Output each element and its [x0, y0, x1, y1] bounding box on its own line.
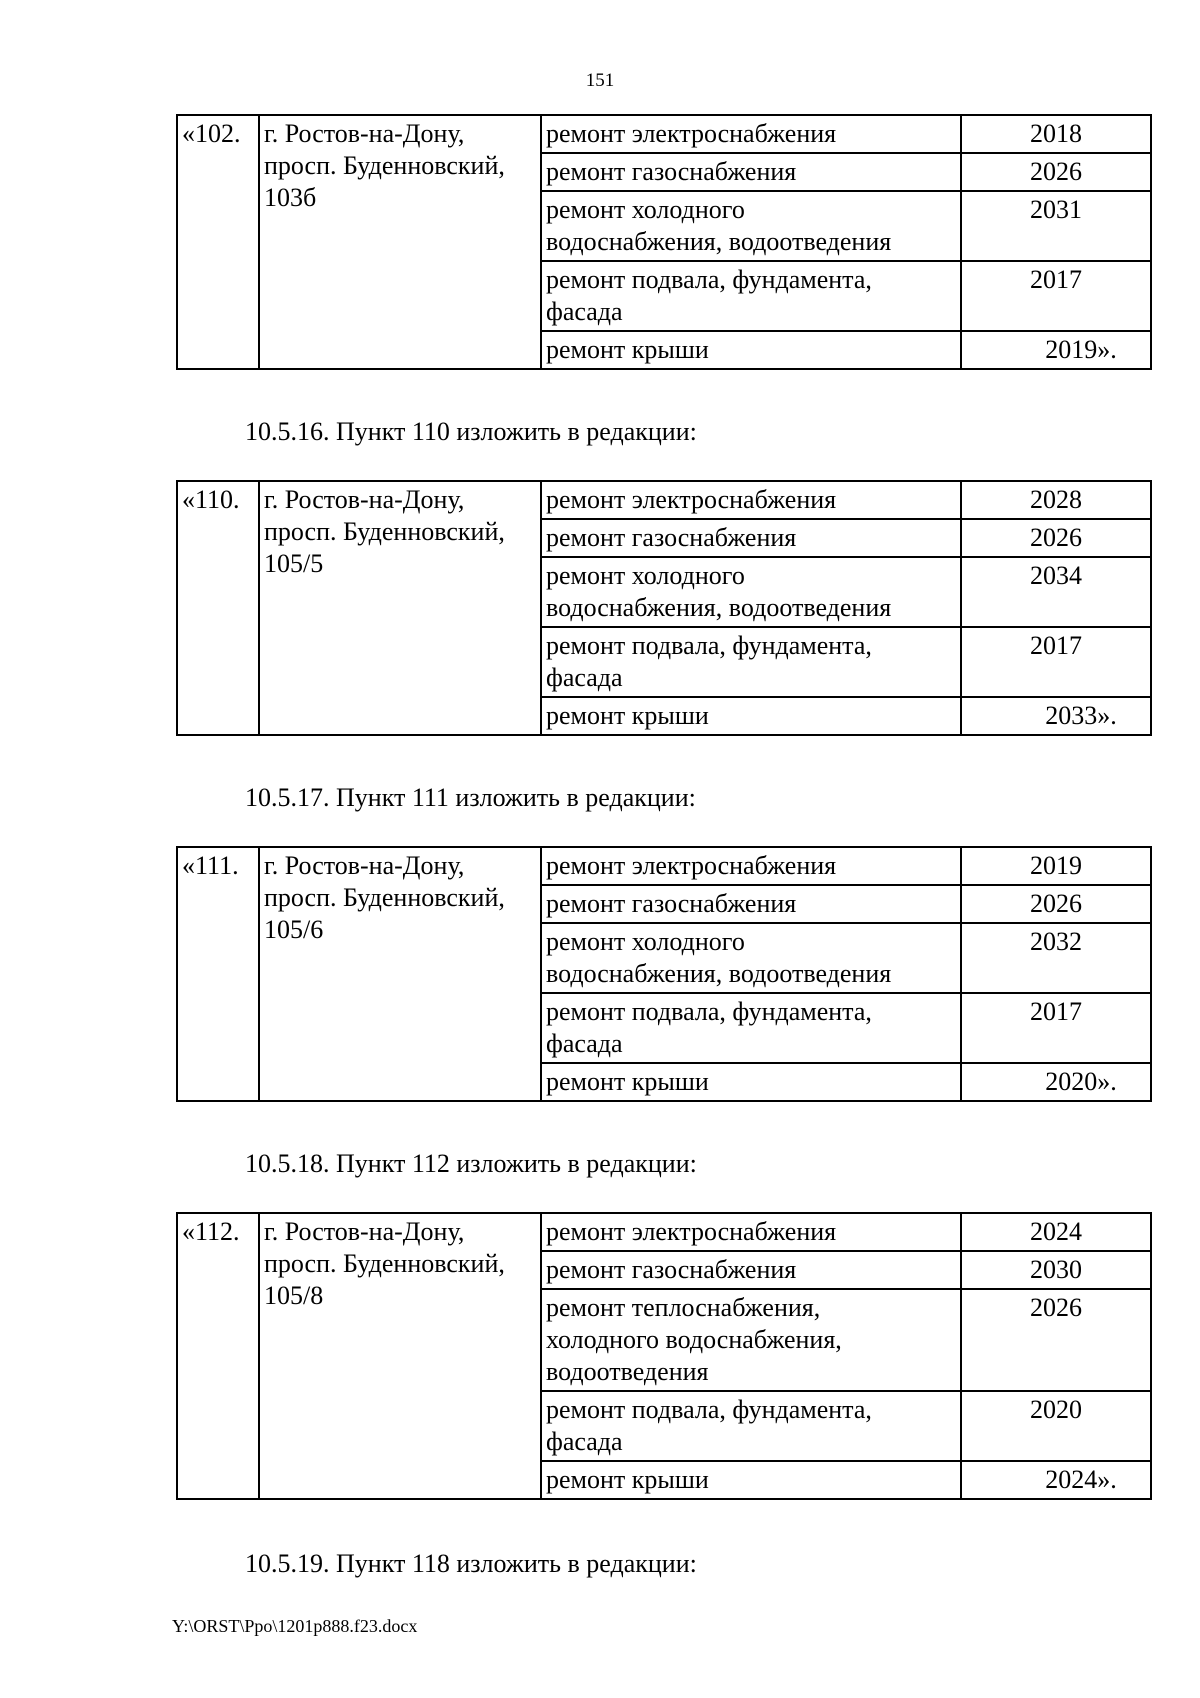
work-text: ремонт крыши	[546, 1067, 709, 1096]
work-cell	[541, 519, 961, 557]
work-text: водоотведения	[546, 1357, 709, 1386]
address-line: 105/8	[264, 1281, 324, 1310]
address-cell	[259, 1213, 541, 1499]
year-cell: 2026	[961, 519, 1151, 557]
table-row	[177, 481, 1151, 519]
address-line: просп. Буденновский,	[264, 883, 505, 912]
address-line: 105/5	[264, 549, 324, 578]
year-cell: 2024».	[961, 1461, 1151, 1499]
work-cell	[541, 1213, 961, 1251]
year-cell: 2020».	[961, 1063, 1151, 1101]
year-cell: 2017	[961, 627, 1151, 697]
work-text: ремонт газоснабжения	[546, 157, 797, 186]
address-line: просп. Буденновский,	[264, 1249, 505, 1278]
work-text: ремонт подвала, фундамента,	[546, 631, 872, 660]
year-cell: 2019».	[961, 331, 1151, 369]
address-line: просп. Буденновский,	[264, 151, 505, 180]
amendment-heading: 10.5.19. Пункт 118 изложить в редакции:	[245, 1549, 697, 1578]
amendment-heading: 10.5.17. Пункт 111 изложить в редакции:	[245, 783, 696, 812]
address-line: г. Ростов-на-Дону,	[264, 851, 465, 880]
year-cell: 2026	[961, 1289, 1151, 1391]
work-text: ремонт газоснабжения	[546, 889, 797, 918]
year-cell: 2033».	[961, 697, 1151, 735]
work-cell	[541, 627, 961, 697]
work-text: ремонт газоснабжения	[546, 523, 797, 552]
work-cell	[541, 1251, 961, 1289]
address-table-110	[176, 480, 1152, 736]
year-cell: 2026	[961, 885, 1151, 923]
work-cell	[541, 331, 961, 369]
work-text: водоснабжения, водоотведения	[546, 227, 892, 256]
work-cell	[541, 153, 961, 191]
year-cell: 2024	[961, 1213, 1151, 1251]
year-cell: 2034	[961, 557, 1151, 627]
year-cell: 2031	[961, 191, 1151, 261]
year-cell: 2019	[961, 847, 1151, 885]
work-cell	[541, 557, 961, 627]
address-table-112	[176, 1212, 1152, 1500]
item-number: «111.	[177, 847, 259, 1101]
work-cell	[541, 191, 961, 261]
amendment-heading: 10.5.16. Пункт 110 изложить в редакции:	[245, 417, 697, 446]
work-cell	[541, 115, 961, 153]
year-cell: 2017	[961, 261, 1151, 331]
work-text: холодного водоснабжения,	[546, 1325, 842, 1354]
work-cell	[541, 697, 961, 735]
work-text: ремонт холодного	[546, 927, 745, 956]
work-cell	[541, 1289, 961, 1391]
year-cell: 2028	[961, 481, 1151, 519]
address-line: 103б	[264, 183, 317, 212]
work-cell	[541, 885, 961, 923]
work-text: ремонт холодного	[546, 195, 745, 224]
work-cell	[541, 1391, 961, 1461]
address-table-102	[176, 114, 1152, 370]
work-text: ремонт холодного	[546, 561, 745, 590]
work-text: ремонт подвала, фундамента,	[546, 997, 872, 1026]
table-row	[177, 115, 1151, 153]
work-cell	[541, 1461, 961, 1499]
work-text: ремонт крыши	[546, 335, 709, 364]
work-text: водоснабжения, водоотведения	[546, 959, 892, 988]
address-line: просп. Буденновский,	[264, 517, 505, 546]
work-text: ремонт электроснабжения	[546, 851, 837, 880]
item-number: «110.	[177, 481, 259, 735]
work-cell	[541, 481, 961, 519]
address-line: 105/6	[264, 915, 324, 944]
work-text: ремонт крыши	[546, 1465, 709, 1494]
work-text: ремонт подвала, фундамента,	[546, 1395, 872, 1424]
work-cell	[541, 261, 961, 331]
work-text: фасада	[546, 1427, 623, 1456]
work-text: фасада	[546, 1029, 623, 1058]
year-cell: 2032	[961, 923, 1151, 993]
work-cell	[541, 993, 961, 1063]
amendment-heading: 10.5.18. Пункт 112 изложить в редакции:	[245, 1149, 697, 1178]
address-cell	[259, 847, 541, 1101]
work-text: ремонт электроснабжения	[546, 1217, 837, 1246]
work-text: фасада	[546, 663, 623, 692]
address-line: г. Ростов-на-Дону,	[264, 119, 465, 148]
table-row	[177, 1213, 1151, 1251]
work-text: ремонт газоснабжения	[546, 1255, 797, 1284]
work-text: фасада	[546, 297, 623, 326]
item-number: «112.	[177, 1213, 259, 1499]
item-number: «102.	[177, 115, 259, 369]
address-cell	[259, 115, 541, 369]
work-cell	[541, 847, 961, 885]
work-text: ремонт электроснабжения	[546, 485, 837, 514]
work-text: ремонт теплоснабжения,	[546, 1293, 821, 1322]
address-line: г. Ростов-на-Дону,	[264, 1217, 465, 1246]
work-cell	[541, 923, 961, 993]
year-cell: 2026	[961, 153, 1151, 191]
work-text: ремонт электроснабжения	[546, 119, 837, 148]
address-line: г. Ростов-на-Дону,	[264, 485, 465, 514]
table-row	[177, 847, 1151, 885]
footer-file-path: Y:\ORST\Ppo\1201p888.f23.docx	[172, 1616, 418, 1636]
work-text: водоснабжения, водоотведения	[546, 593, 892, 622]
work-text: ремонт подвала, фундамента,	[546, 265, 872, 294]
year-cell: 2017	[961, 993, 1151, 1063]
work-cell	[541, 1063, 961, 1101]
page-number: 151	[585, 70, 615, 91]
address-cell	[259, 481, 541, 735]
work-text: ремонт крыши	[546, 701, 709, 730]
year-cell: 2018	[961, 115, 1151, 153]
year-cell: 2030	[961, 1251, 1151, 1289]
year-cell: 2020	[961, 1391, 1151, 1461]
address-table-111	[176, 846, 1152, 1102]
